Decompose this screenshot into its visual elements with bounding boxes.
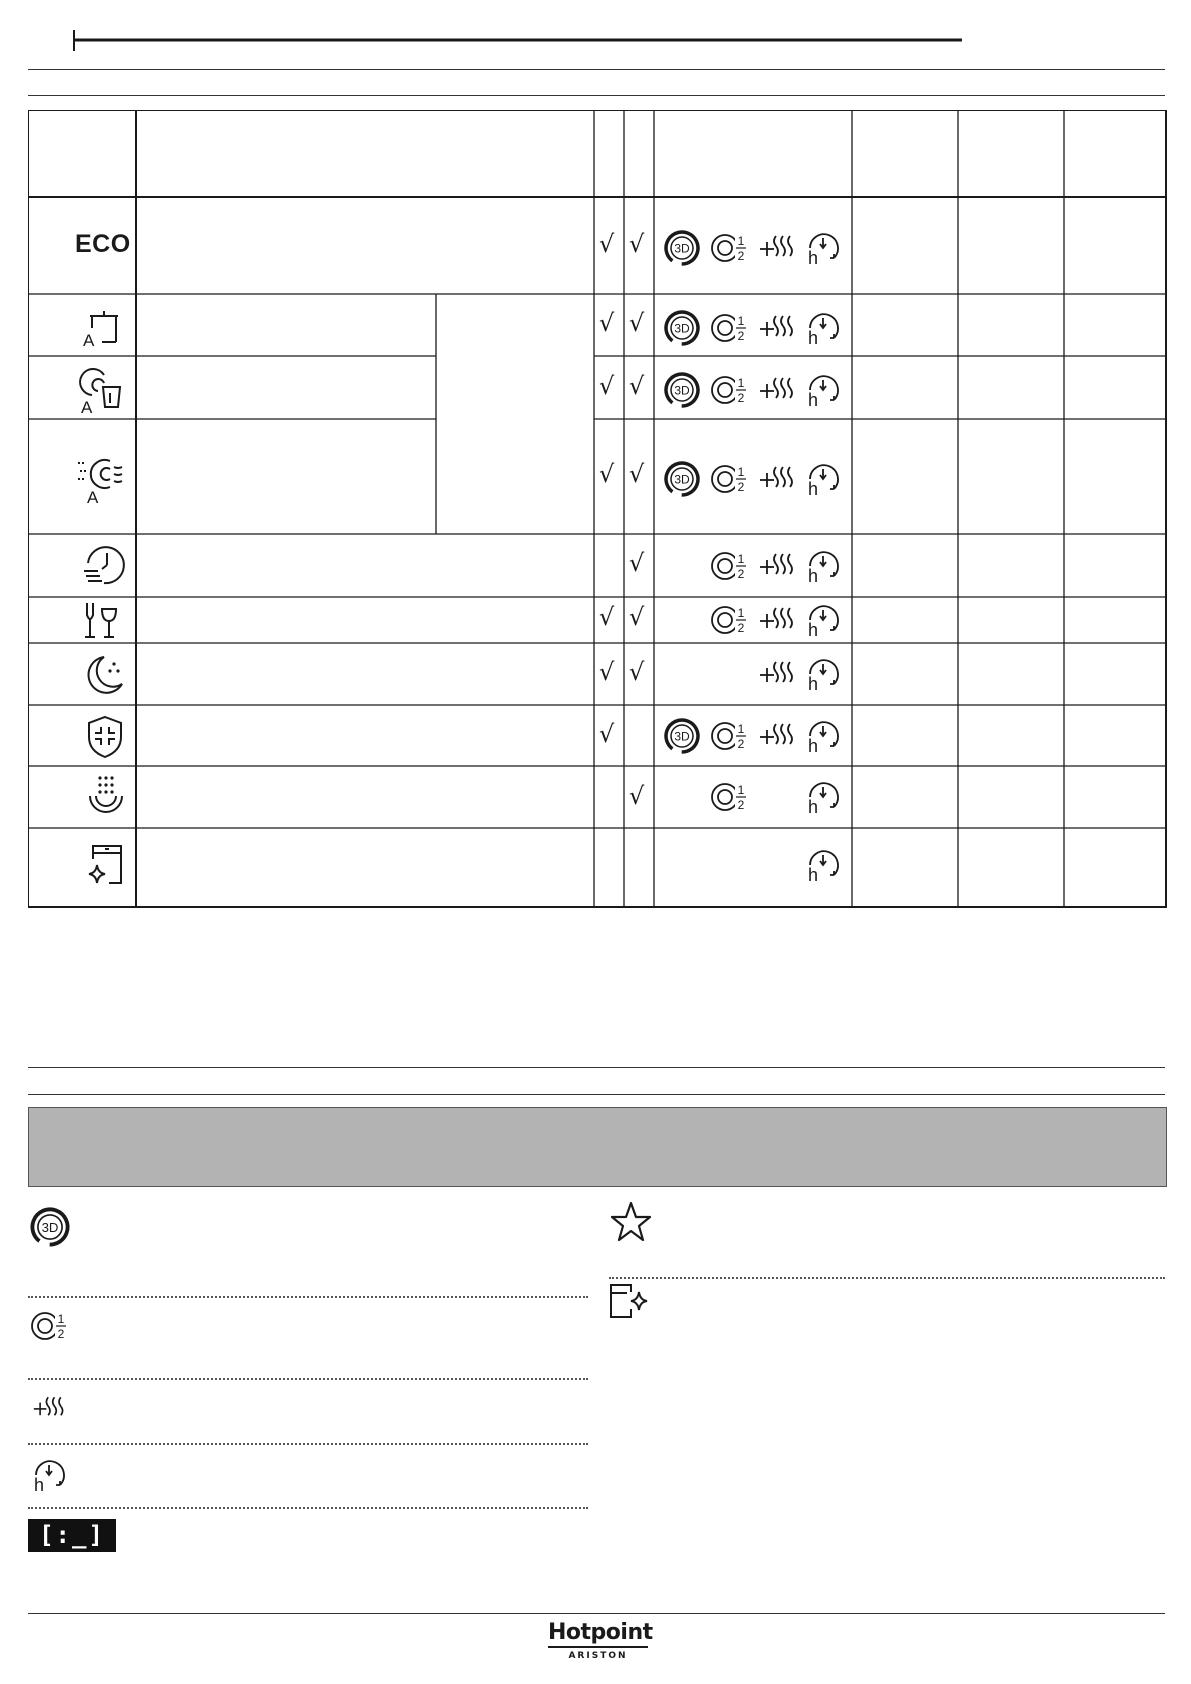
half-load-icon	[710, 370, 750, 410]
top-divider-1	[28, 69, 1165, 70]
delay-start-icon	[804, 777, 844, 817]
svg-text:2: 2	[737, 737, 745, 751]
display-icon: [:_]	[28, 1519, 116, 1552]
svg-text:A: A	[83, 331, 95, 350]
svg-text:h: h	[808, 736, 819, 756]
svg-text:h: h	[808, 674, 819, 694]
extra-dry-icon	[758, 459, 798, 499]
svg-text:1: 1	[737, 314, 745, 328]
options-banner	[28, 1107, 1167, 1187]
legend-separator	[28, 1296, 588, 1298]
svg-text:h: h	[808, 865, 819, 885]
check-mark: √	[629, 658, 645, 686]
night-moon-icon	[84, 654, 128, 698]
check-mark: √	[629, 782, 645, 810]
quick-wash-icon	[82, 543, 128, 589]
check-mark: √	[599, 372, 615, 400]
check-mark: √	[629, 372, 645, 400]
check-mark: √	[599, 309, 615, 337]
half-load-icon	[710, 600, 750, 640]
svg-text:2: 2	[737, 249, 745, 263]
3d-zone-wash-icon	[28, 1205, 72, 1249]
svg-text:3D: 3D	[41, 1219, 59, 1235]
check-mark: √	[629, 549, 645, 577]
svg-text:h: h	[808, 390, 819, 410]
svg-text:A: A	[87, 488, 99, 507]
delay-start-icon	[804, 600, 844, 640]
legend-separator	[609, 1277, 1165, 1279]
delay-start-icon	[804, 459, 844, 499]
extra-dry-icon	[758, 654, 798, 694]
check-mark: √	[599, 230, 615, 258]
3d-zone-wash-icon	[662, 308, 702, 348]
check-mark: √	[599, 720, 615, 748]
program-eco-label: ECO	[75, 230, 131, 258]
svg-text:1: 1	[57, 1312, 65, 1326]
half-load-icon	[710, 546, 750, 586]
extra-dry-icon	[758, 228, 798, 268]
svg-text:h: h	[808, 620, 819, 640]
svg-text:1: 1	[737, 234, 745, 248]
check-mark: √	[629, 603, 645, 631]
svg-text:h: h	[808, 566, 819, 586]
delay-start-icon	[804, 370, 844, 410]
svg-text:3D: 3D	[674, 321, 690, 336]
3d-zone-wash-icon	[662, 716, 702, 756]
3d-zone-wash-icon	[662, 228, 702, 268]
svg-text:3D: 3D	[674, 729, 690, 744]
legend-separator	[28, 1507, 588, 1509]
extra-dry-icon	[758, 716, 798, 756]
sanitize-shield-icon	[85, 715, 125, 759]
svg-text:2: 2	[737, 798, 745, 812]
check-mark: √	[629, 230, 645, 258]
delay-start-icon	[804, 228, 844, 268]
fast-auto-icon	[76, 455, 132, 505]
svg-text:2: 2	[737, 480, 745, 494]
star-icon	[609, 1200, 653, 1244]
svg-text:3D: 3D	[674, 241, 690, 256]
svg-text:A: A	[81, 398, 93, 417]
svg-text:2: 2	[737, 329, 745, 343]
svg-text:1: 1	[737, 722, 745, 736]
section-divider-2	[28, 1094, 1165, 1095]
extra-dry-icon	[758, 370, 798, 410]
self-clean-program-icon	[85, 843, 127, 887]
programs-table	[28, 110, 1167, 908]
check-mark: √	[629, 309, 645, 337]
delay-start-icon	[804, 308, 844, 348]
footer-divider	[28, 1613, 1165, 1614]
svg-text:1: 1	[737, 376, 745, 390]
mixed-auto-icon	[78, 367, 130, 415]
section-divider-1	[28, 1067, 1165, 1068]
intensive-pot-icon	[80, 308, 130, 348]
delay-start-icon	[804, 716, 844, 756]
self-clean-icon	[609, 1282, 653, 1322]
glasses-icon	[83, 601, 123, 641]
check-mark: √	[629, 460, 645, 488]
svg-text:1: 1	[737, 606, 745, 620]
svg-text:3D: 3D	[674, 383, 690, 398]
delay-start-icon	[28, 1455, 72, 1495]
svg-text:h: h	[808, 479, 819, 499]
extra-dry-icon	[28, 1390, 72, 1426]
half-load-icon	[28, 1306, 72, 1346]
table-grid	[28, 110, 1167, 908]
delay-start-icon	[804, 654, 844, 694]
svg-text:1: 1	[737, 465, 745, 479]
svg-text:h: h	[808, 328, 819, 348]
half-load-icon	[710, 777, 750, 817]
half-load-icon	[710, 228, 750, 268]
svg-text:h: h	[34, 1475, 45, 1495]
svg-text:2: 2	[57, 1327, 65, 1341]
check-mark: √	[599, 658, 615, 686]
top-divider-2	[28, 95, 1165, 96]
svg-text:2: 2	[737, 567, 745, 581]
check-mark: √	[599, 460, 615, 488]
3d-zone-wash-icon	[662, 459, 702, 499]
delay-start-icon	[804, 546, 844, 586]
half-load-icon	[710, 716, 750, 756]
extra-dry-icon	[758, 546, 798, 586]
rinse-icon	[86, 774, 126, 822]
svg-text:h: h	[808, 248, 819, 268]
svg-text:1: 1	[737, 552, 745, 566]
legend-separator	[28, 1378, 588, 1380]
extra-dry-icon	[758, 600, 798, 640]
brand-logo	[548, 1620, 653, 1661]
svg-text:2: 2	[737, 391, 745, 405]
svg-text:h: h	[808, 797, 819, 817]
svg-text:3D: 3D	[674, 472, 690, 487]
3d-zone-wash-icon	[662, 370, 702, 410]
svg-text:1: 1	[737, 783, 745, 797]
half-load-icon	[710, 459, 750, 499]
check-mark: √	[599, 603, 615, 631]
half-load-icon	[710, 308, 750, 348]
legend-separator	[28, 1443, 588, 1445]
extra-dry-icon	[758, 308, 798, 348]
brand-name: Hotpoint	[548, 1620, 648, 1648]
svg-text:2: 2	[737, 621, 745, 635]
delay-start-icon	[804, 845, 844, 885]
brand-sub: ARISTON	[568, 1651, 628, 1661]
